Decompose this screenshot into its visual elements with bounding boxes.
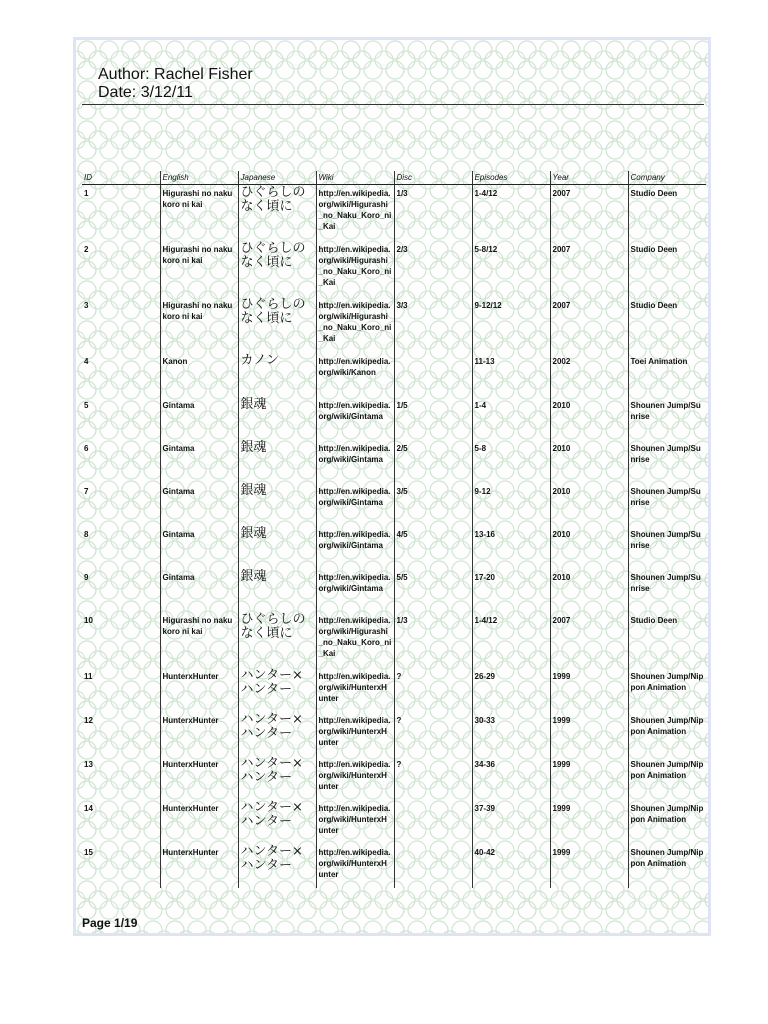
cell-episodes: 17-20 xyxy=(472,569,550,612)
cell-wiki: http://en.wikipedia.org/wiki/HunterxHunter xyxy=(316,668,394,712)
cell-episodes: 1-4/12 xyxy=(472,185,550,242)
cell-company: Studio Deen xyxy=(628,297,706,353)
cell-japanese: 銀魂 xyxy=(238,440,316,483)
cell-company: Studio Deen xyxy=(628,185,706,242)
cell-company: Shounen Jump/Nippon Animation xyxy=(628,668,706,712)
cell-english: Higurashi no naku koro ni kai xyxy=(160,612,238,668)
cell-wiki: http://en.wikipedia.org/wiki/HunterxHunter xyxy=(316,844,394,888)
cell-year: 2007 xyxy=(550,185,628,242)
cell-japanese: カノン xyxy=(238,353,316,397)
cell-english: HunterxHunter xyxy=(160,844,238,888)
cell-id: 3 xyxy=(84,301,89,310)
cell-english: HunterxHunter xyxy=(160,756,238,800)
cell-disc: 1/5 xyxy=(394,397,472,440)
cell-disc: ? xyxy=(394,668,472,712)
cell-english: Gintama xyxy=(160,526,238,569)
column-header-company: Company xyxy=(628,171,706,185)
cell-japanese: ひぐらしのなく頃に xyxy=(238,297,316,353)
cell-disc xyxy=(394,353,472,397)
cell-year: 1999 xyxy=(550,800,628,844)
cell-year: 1999 xyxy=(550,712,628,756)
cell-japanese: ひぐらしのなく頃に xyxy=(238,612,316,668)
cell-disc: 1/3 xyxy=(394,612,472,668)
cell-wiki: http://en.wikipedia.org/wiki/Higurashi_no_Naku_Koro_ni_Kai xyxy=(316,241,394,297)
cell-year: 2007 xyxy=(550,241,628,297)
cell-japanese: ハンター×ハンター xyxy=(238,668,316,712)
date-line: Date: 3/12/11 xyxy=(98,84,193,101)
cell-year: 2007 xyxy=(550,612,628,668)
cell-japanese: ハンター×ハンター xyxy=(238,844,316,888)
table-row xyxy=(82,440,706,483)
cell-disc: 5/5 xyxy=(394,569,472,612)
cell-id: 2 xyxy=(84,245,89,254)
cell-japanese: ハンター×ハンター xyxy=(238,712,316,756)
anime-table xyxy=(82,171,706,888)
cell-year: 2007 xyxy=(550,297,628,353)
cell-company: Shounen Jump/Sunrise xyxy=(628,483,706,526)
table-row xyxy=(82,569,706,612)
cell-disc: 2/5 xyxy=(394,440,472,483)
document-page xyxy=(73,37,711,936)
cell-year: 2002 xyxy=(550,353,628,397)
cell-wiki: http://en.wikipedia.org/wiki/Gintama xyxy=(316,483,394,526)
cell-episodes: 5-8/12 xyxy=(472,241,550,297)
cell-japanese: ハンター×ハンター xyxy=(238,756,316,800)
cell-id: 13 xyxy=(84,760,93,769)
cell-id: 7 xyxy=(84,487,89,496)
cell-id: 9 xyxy=(84,573,89,582)
page-number: Page 1/19 xyxy=(82,916,138,930)
cell-japanese: ハンター×ハンター xyxy=(238,800,316,844)
cell-english: Higurashi no naku koro ni kai xyxy=(160,297,238,353)
cell-wiki: http://en.wikipedia.org/wiki/Gintama xyxy=(316,440,394,483)
column-header-english: English xyxy=(160,171,238,185)
cell-english: Gintama xyxy=(160,569,238,612)
cell-wiki: http://en.wikipedia.org/wiki/Kanon xyxy=(316,353,394,397)
cell-id: 11 xyxy=(84,672,93,681)
cell-wiki: http://en.wikipedia.org/wiki/Gintama xyxy=(316,397,394,440)
table-row xyxy=(82,397,706,440)
table-row xyxy=(82,353,706,397)
cell-episodes: 30-33 xyxy=(472,712,550,756)
cell-episodes: 40-42 xyxy=(472,844,550,888)
cell-english: Gintama xyxy=(160,483,238,526)
cell-year: 1999 xyxy=(550,844,628,888)
cell-company: Shounen Jump/Nippon Animation xyxy=(628,844,706,888)
column-header-japanese: Japanese xyxy=(238,171,316,185)
cell-year: 1999 xyxy=(550,668,628,712)
column-header-episodes: Episodes xyxy=(472,171,550,185)
table-row xyxy=(82,185,706,242)
cell-disc xyxy=(394,844,472,888)
cell-wiki: http://en.wikipedia.org/wiki/Higurashi_no_Naku_Koro_ni_Kai xyxy=(316,612,394,668)
cell-english: Higurashi no naku koro ni kai xyxy=(160,241,238,297)
document-header xyxy=(98,66,253,102)
cell-company: Shounen Jump/Sunrise xyxy=(628,526,706,569)
cell-english: Higurashi no naku koro ni kai xyxy=(160,185,238,242)
cell-id: 6 xyxy=(84,444,89,453)
cell-company: Shounen Jump/Nippon Animation xyxy=(628,712,706,756)
cell-company: Shounen Jump/Nippon Animation xyxy=(628,756,706,800)
cell-wiki: http://en.wikipedia.org/wiki/Higurashi_no_Naku_Koro_ni_Kai xyxy=(316,297,394,353)
table-row xyxy=(82,712,706,756)
cell-wiki: http://en.wikipedia.org/wiki/HunterxHunter xyxy=(316,712,394,756)
cell-company: Studio Deen xyxy=(628,612,706,668)
cell-japanese: 銀魂 xyxy=(238,397,316,440)
cell-wiki: http://en.wikipedia.org/wiki/Gintama xyxy=(316,569,394,612)
cell-disc: ? xyxy=(394,756,472,800)
cell-wiki: http://en.wikipedia.org/wiki/HunterxHunter xyxy=(316,800,394,844)
table-row xyxy=(82,483,706,526)
column-header-year: Year xyxy=(550,171,628,185)
cell-japanese: 銀魂 xyxy=(238,526,316,569)
column-header-wiki: Wiki xyxy=(316,171,394,185)
cell-episodes: 9-12 xyxy=(472,483,550,526)
table-row xyxy=(82,297,706,353)
cell-disc xyxy=(394,800,472,844)
cell-year: 2010 xyxy=(550,526,628,569)
cell-english: HunterxHunter xyxy=(160,712,238,756)
cell-company: Shounen Jump/Sunrise xyxy=(628,569,706,612)
cell-disc: ? xyxy=(394,712,472,756)
cell-company: Shounen Jump/Sunrise xyxy=(628,440,706,483)
cell-company: Shounen Jump/Sunrise xyxy=(628,397,706,440)
cell-year: 2010 xyxy=(550,483,628,526)
cell-year: 2010 xyxy=(550,569,628,612)
cell-id: 5 xyxy=(84,401,89,410)
cell-disc: 1/3 xyxy=(394,185,472,242)
cell-company: Toei Animation xyxy=(628,353,706,397)
cell-disc: 3/3 xyxy=(394,297,472,353)
cell-id: 10 xyxy=(84,616,93,625)
cell-disc: 2/3 xyxy=(394,241,472,297)
cell-english: Kanon xyxy=(160,353,238,397)
cell-wiki: http://en.wikipedia.org/wiki/Gintama xyxy=(316,526,394,569)
cell-episodes: 13-16 xyxy=(472,526,550,569)
cell-english: Gintama xyxy=(160,397,238,440)
cell-episodes: 11-13 xyxy=(472,353,550,397)
cell-episodes: 9-12/12 xyxy=(472,297,550,353)
table-row xyxy=(82,241,706,297)
header-divider xyxy=(82,104,704,105)
cell-year: 1999 xyxy=(550,756,628,800)
cell-episodes: 5-8 xyxy=(472,440,550,483)
cell-id: 1 xyxy=(84,189,89,198)
table-row xyxy=(82,612,706,668)
column-header-disc: Disc xyxy=(394,171,472,185)
cell-episodes: 26-29 xyxy=(472,668,550,712)
cell-disc: 3/5 xyxy=(394,483,472,526)
cell-id: 4 xyxy=(84,357,89,366)
cell-wiki: http://en.wikipedia.org/wiki/HunterxHunter xyxy=(316,756,394,800)
cell-company: Studio Deen xyxy=(628,241,706,297)
table-row xyxy=(82,668,706,712)
cell-japanese: 銀魂 xyxy=(238,569,316,612)
cell-english: Gintama xyxy=(160,440,238,483)
cell-episodes: 1-4 xyxy=(472,397,550,440)
cell-japanese: 銀魂 xyxy=(238,483,316,526)
cell-english: HunterxHunter xyxy=(160,668,238,712)
cell-company: Shounen Jump/Nippon Animation xyxy=(628,800,706,844)
cell-year: 2010 xyxy=(550,397,628,440)
cell-id: 15 xyxy=(84,848,93,857)
author-line: Author: Rachel Fisher xyxy=(98,66,253,83)
cell-english: HunterxHunter xyxy=(160,800,238,844)
cell-disc: 4/5 xyxy=(394,526,472,569)
table-row xyxy=(82,800,706,844)
cell-episodes: 37-39 xyxy=(472,800,550,844)
column-header-id: ID xyxy=(82,171,160,185)
cell-id: 14 xyxy=(84,804,93,813)
cell-episodes: 1-4/12 xyxy=(472,612,550,668)
cell-episodes: 34-36 xyxy=(472,756,550,800)
cell-year: 2010 xyxy=(550,440,628,483)
table-row xyxy=(82,526,706,569)
cell-japanese: ひぐらしのなく頃に xyxy=(238,241,316,297)
cell-id: 12 xyxy=(84,716,93,725)
cell-wiki: http://en.wikipedia.org/wiki/Higurashi_no_Naku_Koro_ni_Kai xyxy=(316,185,394,242)
table-row xyxy=(82,756,706,800)
cell-id: 8 xyxy=(84,530,89,539)
cell-japanese: ひぐらしのなく頃に xyxy=(238,185,316,242)
table-row xyxy=(82,844,706,888)
table-header-row xyxy=(82,171,706,185)
